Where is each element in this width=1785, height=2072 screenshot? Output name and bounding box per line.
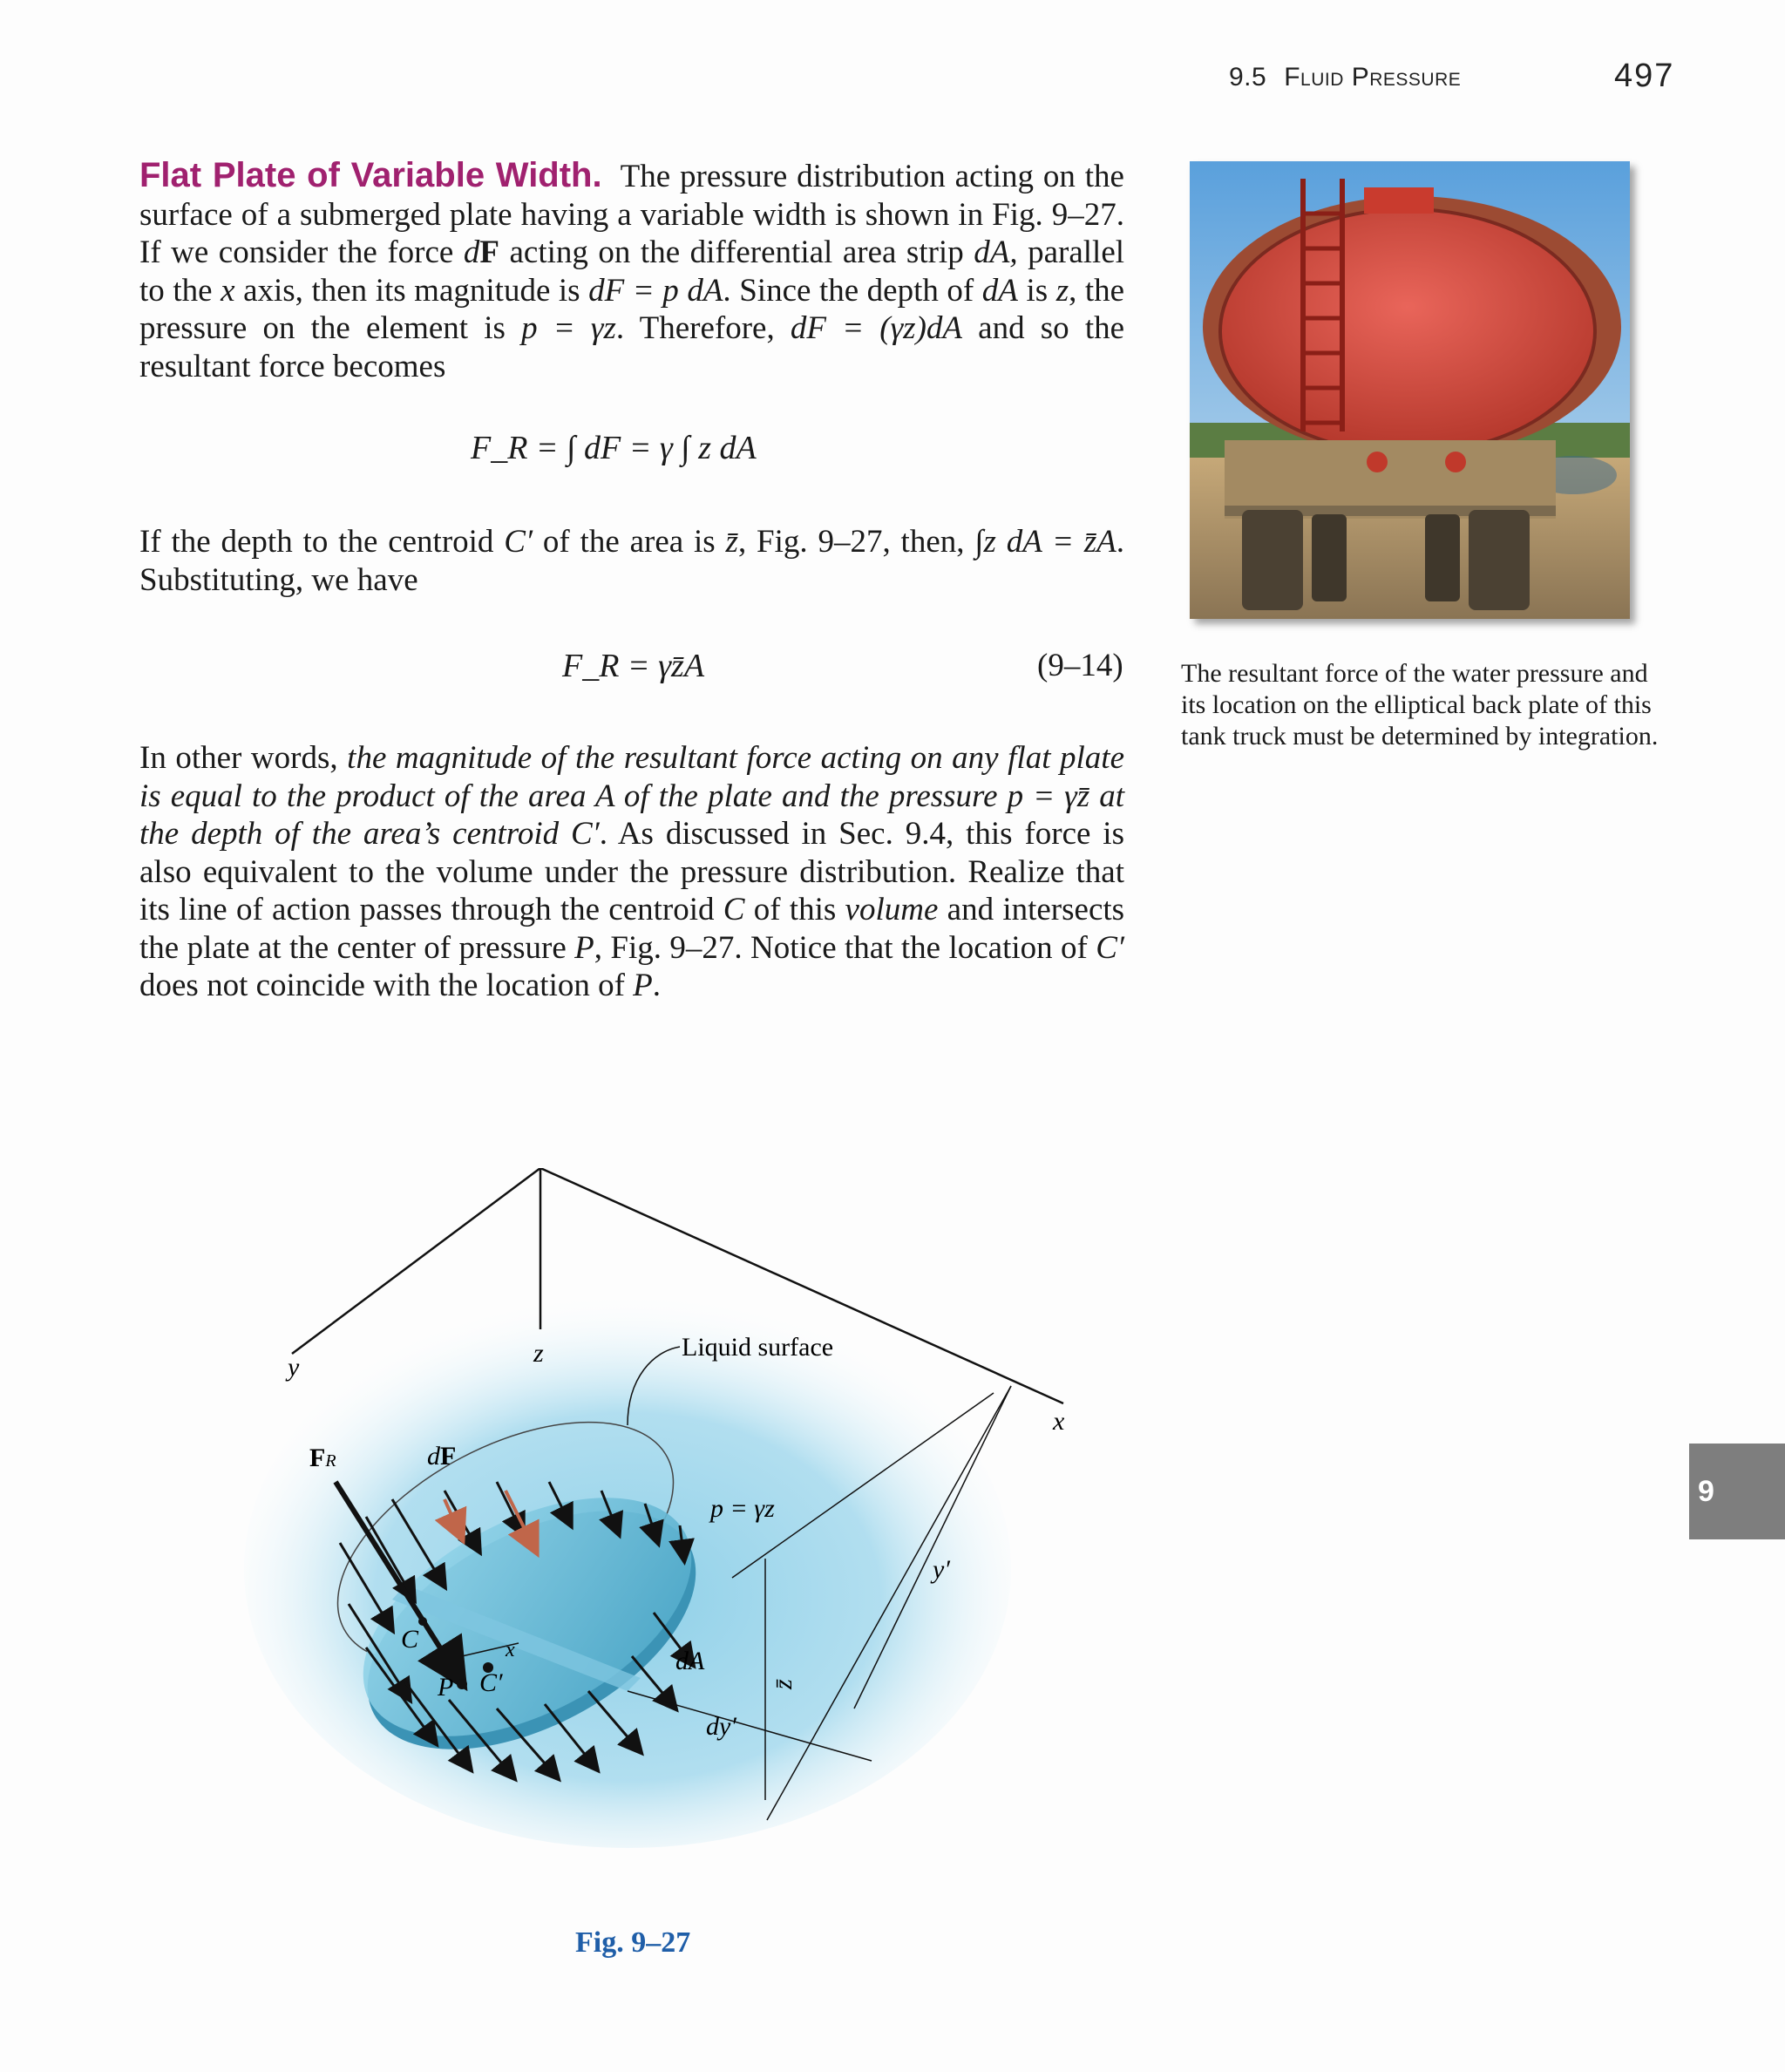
figure-caption: Fig. 9–27 <box>575 1926 691 1959</box>
paragraph-conclusion <box>139 739 1124 1005</box>
text: In other words, <box>139 740 338 776</box>
text: , the pressure on the element is <box>139 272 1125 346</box>
text: dA <box>981 272 1018 309</box>
label-P: P <box>438 1673 454 1702</box>
text: p = γz̄ <box>1007 778 1090 814</box>
text: C <box>723 892 745 927</box>
text: d <box>463 234 480 270</box>
text: P <box>633 968 653 1003</box>
label-yprime: y′ <box>933 1555 950 1584</box>
label-FR: FR <box>309 1444 336 1472</box>
label-dF: dF <box>427 1442 457 1471</box>
figure-9-27 <box>244 1168 1081 1905</box>
text: If the depth to the centroid <box>139 524 494 560</box>
text: the magnitude of the resultant force acting on any flat plate is equal to the product of the area A of the plate and the pressure <box>139 740 1125 814</box>
page-number: 497 <box>1614 58 1675 94</box>
section-title: Fluid Pressure <box>1284 63 1462 92</box>
text: C′ <box>504 524 533 560</box>
text: x <box>221 272 235 309</box>
label-zbar: z̄ <box>769 1679 797 1689</box>
running-header <box>1229 63 1461 92</box>
text: , Fig. 9–27. Notice that the location of <box>594 929 1088 966</box>
text: of the area is <box>542 524 716 560</box>
equation-9-14: F_R = γz̄A <box>562 648 705 684</box>
text: . Since the depth of <box>723 272 974 309</box>
label-dA: dA <box>675 1647 705 1675</box>
text: parallel to the <box>139 234 1125 309</box>
text: F <box>479 234 499 270</box>
text: C′ <box>1096 929 1125 966</box>
label-dy: dy′ <box>706 1712 736 1741</box>
section-number: 9.5 <box>1229 63 1267 92</box>
text: and intersects the plate at the center of pressure <box>139 892 1125 966</box>
label-liquid-surface: Liquid surface <box>682 1333 834 1362</box>
label-z: z <box>533 1339 544 1368</box>
text: axis, then its magnitude is <box>243 272 580 309</box>
text: of this <box>753 892 837 927</box>
label-C: C <box>401 1625 419 1654</box>
point-C <box>418 1617 427 1626</box>
text: and so the resultant force becomes <box>139 310 1125 384</box>
text: dA, <box>974 234 1018 270</box>
text: is <box>1026 272 1049 309</box>
text: z̄ <box>725 524 738 560</box>
paragraph-centroid <box>139 523 1124 599</box>
label-y: y <box>288 1353 300 1382</box>
text: dF = p dA <box>588 272 723 309</box>
text: . Substituting, we have <box>139 524 1125 598</box>
text: . <box>652 968 662 1003</box>
text: at the depth of the area’s centroid C′ <box>139 778 1124 852</box>
text: The pressure distribution acting on the surface of a submerged plate having a variable width is shown in Fig. 9–27. If we consider the force <box>139 159 1124 270</box>
text: . Therefore, <box>615 310 775 346</box>
text: p = γz <box>521 310 616 346</box>
label-Cprime: C′ <box>479 1668 503 1697</box>
label-x: x <box>1053 1407 1065 1436</box>
text: dF = (γz)dA <box>790 310 962 346</box>
text: acting on the differential area strip <box>509 234 964 270</box>
text: , Fig. 9–27, then, <box>737 524 965 560</box>
equation-resultant-integral: F_R = ∫ dF = γ ∫ z dA <box>471 430 757 466</box>
chapter-tab: 9 <box>1689 1444 1785 1539</box>
text: volume <box>845 892 939 927</box>
text: . As discussed in Sec. 9.4, this force is also equivalent to the volume under the pressure distribution. Realize that its line of action passes through the centroid <box>139 816 1124 927</box>
paragraph-intro <box>139 157 1124 385</box>
text: does not coincide with the location of <box>139 968 625 1003</box>
text: z <box>1055 272 1069 309</box>
text: ∫z dA = z̄A <box>974 524 1116 560</box>
label-x-small: x <box>506 1639 515 1661</box>
text: P <box>574 929 594 966</box>
equation-number: (9–14) <box>1037 648 1123 683</box>
tank-truck-photo <box>1190 161 1630 619</box>
photo-caption: The resultant force of the water pressure and its location on the elliptical back plate of this tank truck must be determined by integration. <box>1181 659 1659 751</box>
label-pressure: p = γz <box>710 1494 775 1523</box>
section-heading: Flat Plate of Variable Width. <box>139 156 602 194</box>
point-P <box>457 1679 467 1689</box>
